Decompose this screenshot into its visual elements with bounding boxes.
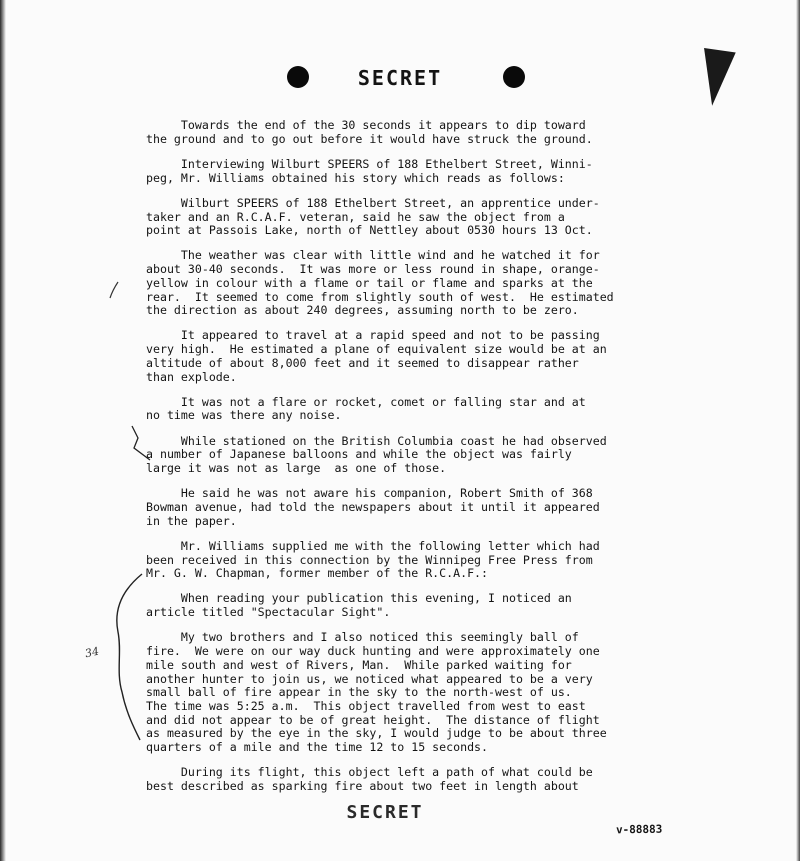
text-line: article titled "Spectacular Sight". [146,605,391,620]
paragraph [146,119,666,146]
header-classification: SECRET [357,66,443,90]
document-body [146,119,666,805]
text-line: taker and an R.C.A.F. veteran, said he saw the object from a [146,209,565,224]
text-line: yellow in colour with a flame or tail or flame and sparks at the [146,275,593,290]
paragraph [146,631,666,754]
text-line: Interviewing Wilburt SPEERS of 188 Ethelbert Street, Winni- [146,156,593,171]
margin-bracket-mark [128,424,152,464]
text-line: It appeared to travel at a rapid speed and not to be passing [146,328,600,343]
margin-tick-mark [108,280,122,300]
text-line: small ball of fire appear in the sky to the north-west of us. [146,685,572,700]
text-line: The weather was clear with little wind and he watched it for [146,248,600,263]
text-line: point at Passois Lake, north of Nettley about 0530 hours 13 Oct. [146,223,593,238]
text-line: as measured by the eye in the sky, I would judge to be about three [146,726,607,741]
text-line: Wilburt SPEERS of 188 Ethelbert Street, an apprentice under- [146,195,600,210]
text-line: the ground and to go out before it would have struck the ground. [146,131,593,146]
document-number: v-88883 [615,822,663,837]
scan-edge-right [796,0,800,861]
text-line: My two brothers and I also noticed this seemingly ball of [146,630,579,645]
text-line: fire. We were on our way duck hunting and were approximately one [146,644,600,659]
scan-edge-left [0,0,6,861]
paragraph [146,197,666,238]
text-line: no time was there any noise. [146,408,342,423]
paragraph [146,329,666,384]
footer-classification: SECRET [346,802,424,823]
margin-handwritten-number: 34 [83,644,101,661]
text-line: While stationed on the British Columbia coast he had observed [146,433,607,448]
text-line: It was not a flare or rocket, comet or falling star and at [146,394,586,409]
margin-brace-mark [106,572,146,742]
text-line: altitude of about 8,000 feet and it seemed to disappear rather [146,355,579,370]
text-line: The time was 5:25 a.m. This object travelled from west to east [146,698,586,713]
paragraph [146,249,666,318]
text-line: Mr. G. W. Chapman, former member of the R.C.A.F.: [146,566,489,581]
text-line: than explode. [146,369,237,384]
paragraph [146,592,666,619]
paragraph [146,540,666,581]
text-line: and did not appear to be of great height. The distance of flight [146,712,600,727]
text-line: about 30-40 seconds. It was more or less round in shape, orange- [146,262,600,277]
text-line: another hunter to join us, we noticed what appeared to be a very [146,671,593,686]
text-line: During its flight, this object left a path of what could be [146,765,593,780]
text-line: in the paper. [146,513,237,528]
paragraph [146,435,666,476]
text-line: the direction as about 240 degrees, assuming north to be zero. [146,303,579,318]
text-line: Bowman avenue, had told the newspapers about it until it appeared [146,499,600,514]
paragraph [146,766,666,793]
text-line: best described as sparking fire about two feet in length about [146,778,579,793]
text-line: been received in this connection by the Winnipeg Free Press from [146,552,593,567]
text-line: He said he was not aware his companion, Robert Smith of 368 [146,486,593,501]
text-line: quarters of a mile and the time 12 to 15 seconds. [146,740,489,755]
text-line: Towards the end of the 30 seconds it appears to dip toward [146,118,586,132]
text-line: a number of Japanese balloons and while the object was fairly [146,447,572,462]
text-line: peg, Mr. Williams obtained his story which reads as follows: [146,170,565,185]
text-line: Mr. Williams supplied me with the following letter which had [146,538,600,553]
text-line: large it was not as large as one of those. [146,461,447,476]
text-line: mile south and west of Rivers, Man. While parked waiting for [146,657,572,672]
paragraph [146,396,666,423]
text-line: very high. He estimated a plane of equivalent size would be at an [146,342,607,357]
paragraph [146,158,666,185]
text-line: rear. It seemed to come from slightly south of west. He estimated [146,289,614,304]
paragraph [146,487,666,528]
text-line: When reading your publication this evening, I noticed an [146,591,572,606]
